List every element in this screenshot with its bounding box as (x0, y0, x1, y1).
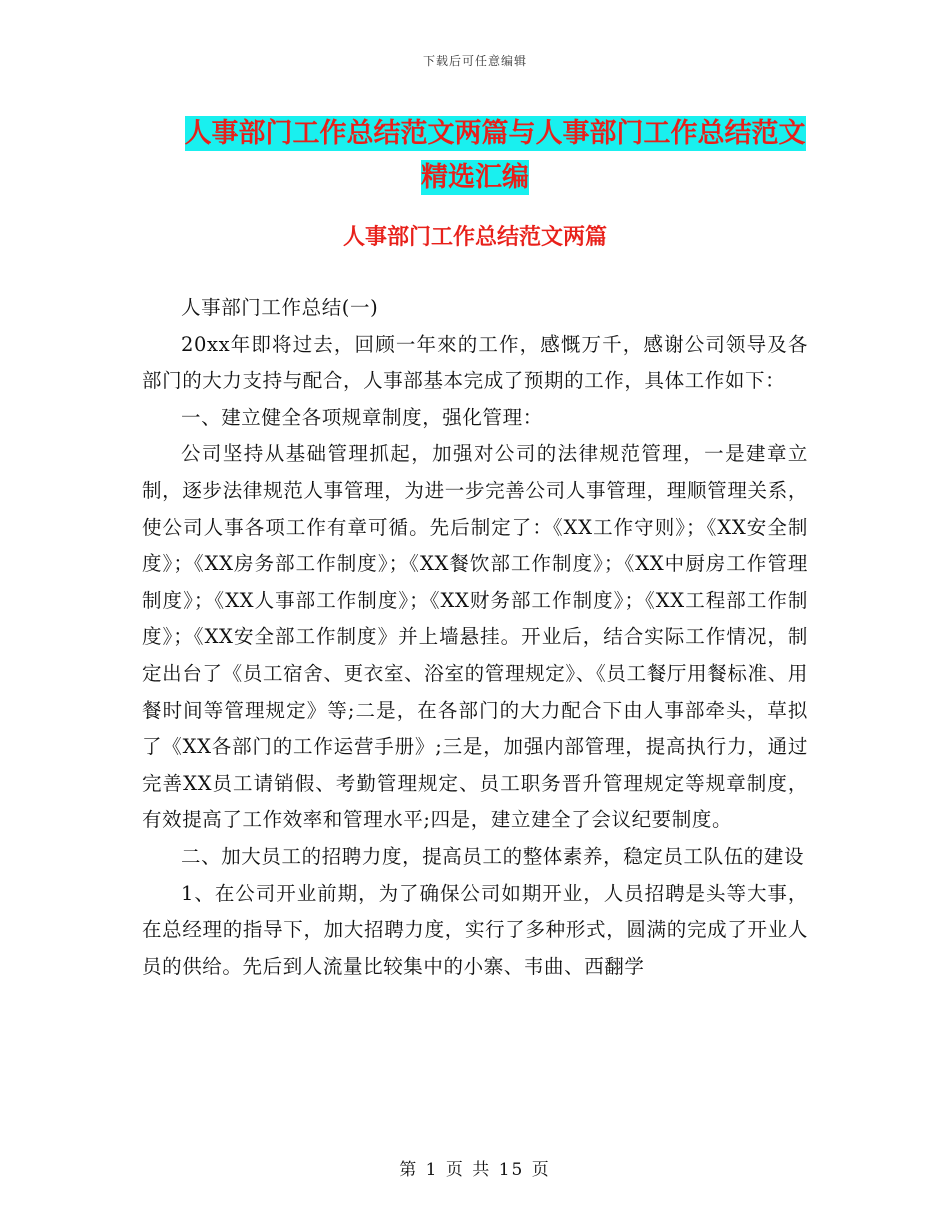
paragraph-heading: 人事部门工作总结(一) (181, 296, 379, 319)
paragraph-section-1-heading: 一、建立健全各项规章制度，强化管理： (181, 405, 543, 429)
paragraph-intro: 20xx年即将过去，回顾一年來的工作，感慨万千，感谢公司领导及各部门的大力支持与配合，人事部基本完成了预期的工作，具体工作如下： (142, 332, 808, 393)
document-title (0, 112, 950, 200)
document-title-line-2: 精选汇编 (421, 162, 529, 193)
page-number: 第 1 页 共 15 页 (399, 1160, 551, 1180)
paragraph-section-2-heading: 二、加大员工的招聘力度，提高员工的整体素养，稳定员工队伍的建设 (181, 844, 805, 868)
paragraph-section-2-item-1: 1、在公司开业前期，为了确保公司如期开业，人员招聘是头等大事，在总经理的指导下，加大招聘力度，实行了多种形式，圆满的完成了开业人员的供给。先后到人流量比较集中的小寨、韦曲、西翻学 (142, 881, 808, 978)
document-body (142, 290, 808, 985)
paragraph-section-1-body: 公司坚持从基础管理抓起，加强对公司的法律规范管理，一是建章立制，逐步法律规范人事管理，为进一步完善公司人事管理，理顺管理关系，使公司人事各项工作有章可循。先后制定了：《XX工作守则》；《XX安全制度》；《XX房务部工作制度》；《XX餐饮部工作制度》；《XX中厨房工作管理制度》；《XX人事部工作制度》；《XX财务部工作制度》；《XX工程部工作制度》；《XX安全部工作制度》并上墙悬挂。开业后，结合实际工作情况，制定出台了《员工宿舍、更衣室、浴室的管理规定》、《员工餐厅用餐标准、用餐时间等管理规定》等;二是，在各部门的大力配合下由人事部牵头，草拟了《XX各部门的工作运营手册》;三是，加强内部管理，提高执行力，通过完善XX员工请销假、考勤管理规定、员工职务晋升管理规定等规章制度，有效提高了工作效率和管理水平;四是，建立建全了会议纪要制度。 (142, 442, 808, 832)
header-note: 下载后可任意编辑 (422, 54, 527, 68)
document-title-line-1: 人事部门工作总结范文两篇与人事部门工作总结范文 (184, 118, 806, 149)
section-title: 人事部门工作总结范文两篇 (342, 225, 607, 250)
